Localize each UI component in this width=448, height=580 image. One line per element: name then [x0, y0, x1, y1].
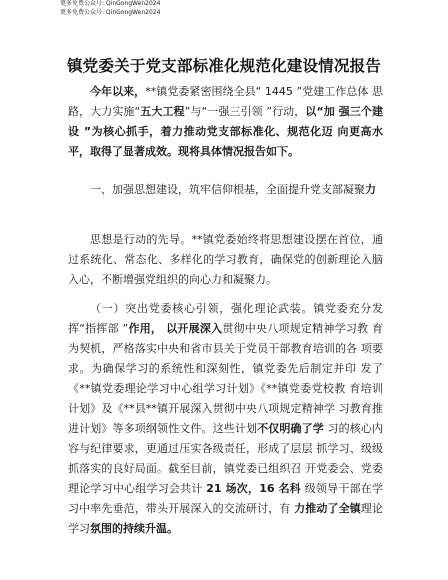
intro-bold: 五大工程	[140, 105, 185, 118]
subsection-bold: 氛围的持续升温。	[90, 522, 178, 535]
subsection-text: （一）突出党委核心引领，强化理论武装。镇党委充分发挥“指挥部 ”	[68, 302, 383, 335]
body-paragraph-text: 思想是行动的先导。**镇党委始终将思想建设摆在首位，通过系统化、常态化、多样化的学习教育，确保党的创新理论入脑入心，不断增强党组织的向心力和凝聚力。	[68, 233, 383, 286]
subsection-paragraph	[68, 299, 383, 539]
body-paragraph	[68, 230, 383, 290]
intro-lead: 今年以来，	[90, 85, 146, 98]
intro-text: ”与“一强三引领 ”行动，	[184, 105, 306, 118]
subsection-bold: 力推动了全镇	[294, 502, 361, 515]
intro-bold: 以“加 强三个建设 ”为核心抓手，着力推动党支部标准化、规范化迈 向更高水平，取得了显著成效。现将具体情况报告如下。	[68, 105, 384, 158]
subsection-text: 习的核心内容与纪律要求，更通过压实各级责任，形成了层层 抓学习、级级抓落实的良好局面。截至目前，镇党委已组织召 开党委会、党委理论学习中心组学习会共计	[68, 422, 383, 495]
intro-text: **镇党委紧密围绕全县“ 1445 ”党建工作总体 思路，大力实施“	[68, 85, 384, 118]
subsection-bold: 不仅明确了学	[257, 422, 324, 435]
subsection-bold: 作用， 以开展深入	[128, 322, 223, 335]
subsection-bold: 21 场次，16 名科	[206, 482, 302, 495]
subsection-text: 级领导干部在学习中率先垂范，带头开展深入的交流研讨，有	[68, 482, 383, 515]
watermark-line: 更多免费公众号: QinGongWen2024	[60, 0, 161, 7]
section-heading-text: 一、加强思想建设，筑牢信仰根基，全面提升党支部凝聚	[90, 183, 365, 196]
section-heading-bold: 力	[365, 183, 376, 196]
watermark-line: 更多免费公众号: QinGongWen2024	[60, 9, 161, 16]
subsection-text: 理论学习	[68, 502, 383, 535]
intro-paragraph	[68, 82, 383, 162]
subsection-text: 贯彻中央八项规定精神学习教 育为契机，严格落实中央和省市县关于党员干部教育培训的各 项要求。为确保学习的系统性和深刻性，镇党委先后制定并印 发了《**镇党委理论学习中心组学习计划》《**镇党委党校教 育培训计划》及《**县**镇开展深入贯彻中央八项规定精神学 习教育推进计划》等多项纲领性文件。这些计划	[68, 322, 383, 435]
section-heading	[68, 180, 383, 200]
document-title: 镇党委关于党支部标准化规范化建设情况报告	[66, 57, 381, 75]
